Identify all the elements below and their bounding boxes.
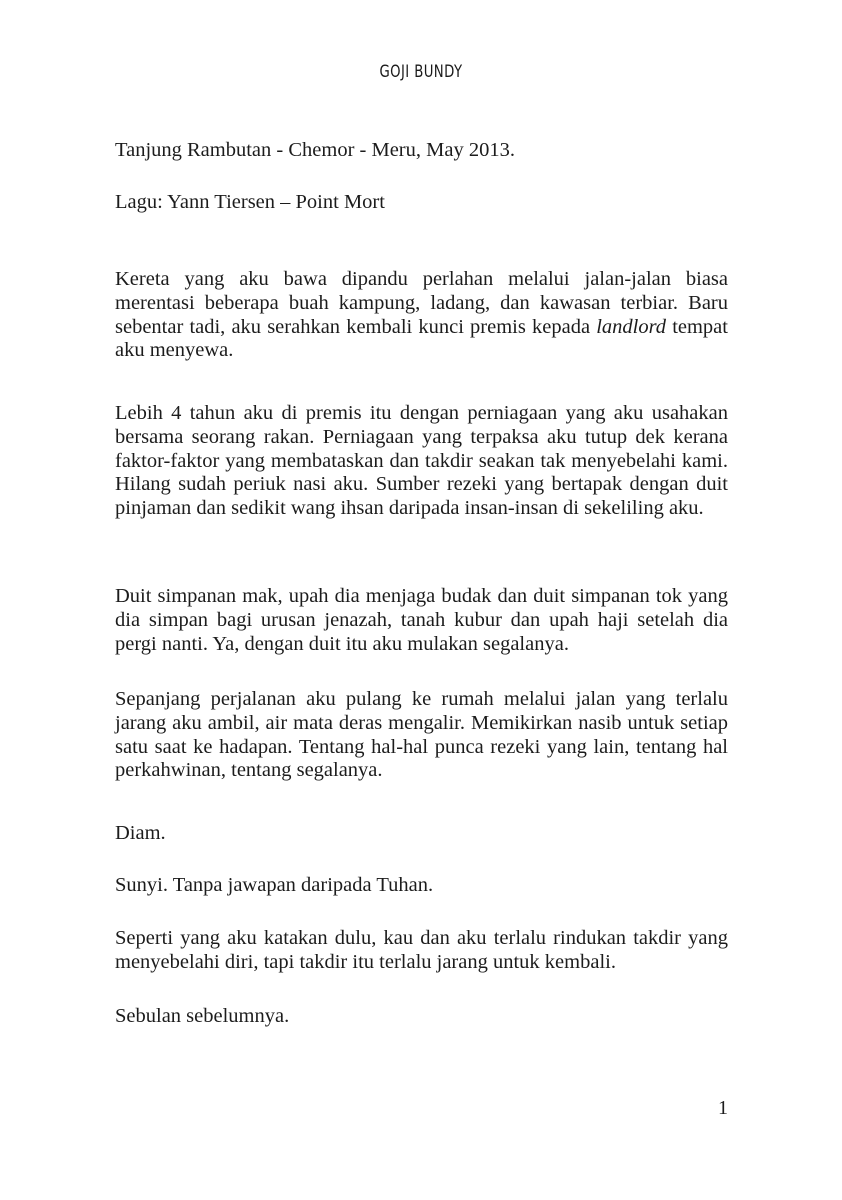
paragraph-1-italic-word: landlord: [596, 315, 667, 338]
paragraph-8-text: Sebulan sebelumnya.: [115, 1005, 290, 1027]
paragraph-2: [115, 402, 728, 521]
place-date-text: Tanjung Rambutan - Chemor - Meru, May 2013.: [115, 139, 515, 161]
paragraph-3: [115, 585, 728, 656]
song-line: [115, 191, 728, 215]
paragraph-4-text: Sepanjang perjalanan aku pulang ke rumah melalui jalan yang terlalu jarang aku ambil, air mata deras mengalir. Memikirkan nasib untuk setiap satu saat ke hadapan. Tentang hal-hal punca rezeki yang lain, tentang hal perkahwinan, tentang segalanya.: [115, 688, 728, 782]
paragraph-1-text-end: tempat aku menyewa.: [115, 315, 728, 362]
paragraph-5-text: Diam.: [115, 822, 166, 844]
paragraph-3-text: Duit simpanan mak, upah dia menjaga budak dan duit simpanan tok yang dia simpan bagi urusan jenazah, tanah kubur dan upah haji setelah dia pergi nanti. Ya, dengan duit itu aku mulakan segalanya.: [115, 585, 728, 655]
paragraph-7-text: Seperti yang aku katakan dulu, kau dan aku terlalu rindukan takdir yang menyebelahi diri, tapi takdir itu terlalu jarang untuk kembali.: [115, 927, 728, 973]
paragraph-5: [115, 822, 728, 846]
paragraph-4: [115, 688, 728, 783]
paragraph-8: [115, 1005, 728, 1029]
paragraph-1-text: Kereta yang aku bawa dipandu perlahan melalui jalan-jalan biasa merentasi beberapa buah kampung, ladang, dan kawasan terbiar. Baru sebentar tadi, aku serahkan kembali kunci premis kepada: [115, 268, 728, 338]
running-header: GOJI BUNDY: [379, 62, 463, 82]
page-number: 1: [718, 1097, 728, 1119]
paragraph-6-text: Sunyi. Tanpa jawapan daripada Tuhan.: [115, 874, 434, 896]
paragraph-7: [115, 927, 728, 975]
paragraph-1: [115, 268, 728, 363]
paragraph-2-text: Lebih 4 tahun aku di premis itu dengan perniagaan yang aku usahakan bersama seorang rakan. Perniagaan yang terpaksa aku tutup dek kerana faktor-faktor yang membataskan dan takdir seakan tak menyebelahi kami. Hilang sudah periuk nasi aku. Sumber rezeki yang bertapak dengan duit pinjaman dan sedikit wang ihsan daripada insan-insan di sekeliling aku.: [115, 402, 728, 520]
song-text: Lagu: Yann Tiersen – Point Mort: [115, 191, 385, 213]
paragraph-6: [115, 874, 728, 898]
place-date-line: [115, 139, 728, 163]
